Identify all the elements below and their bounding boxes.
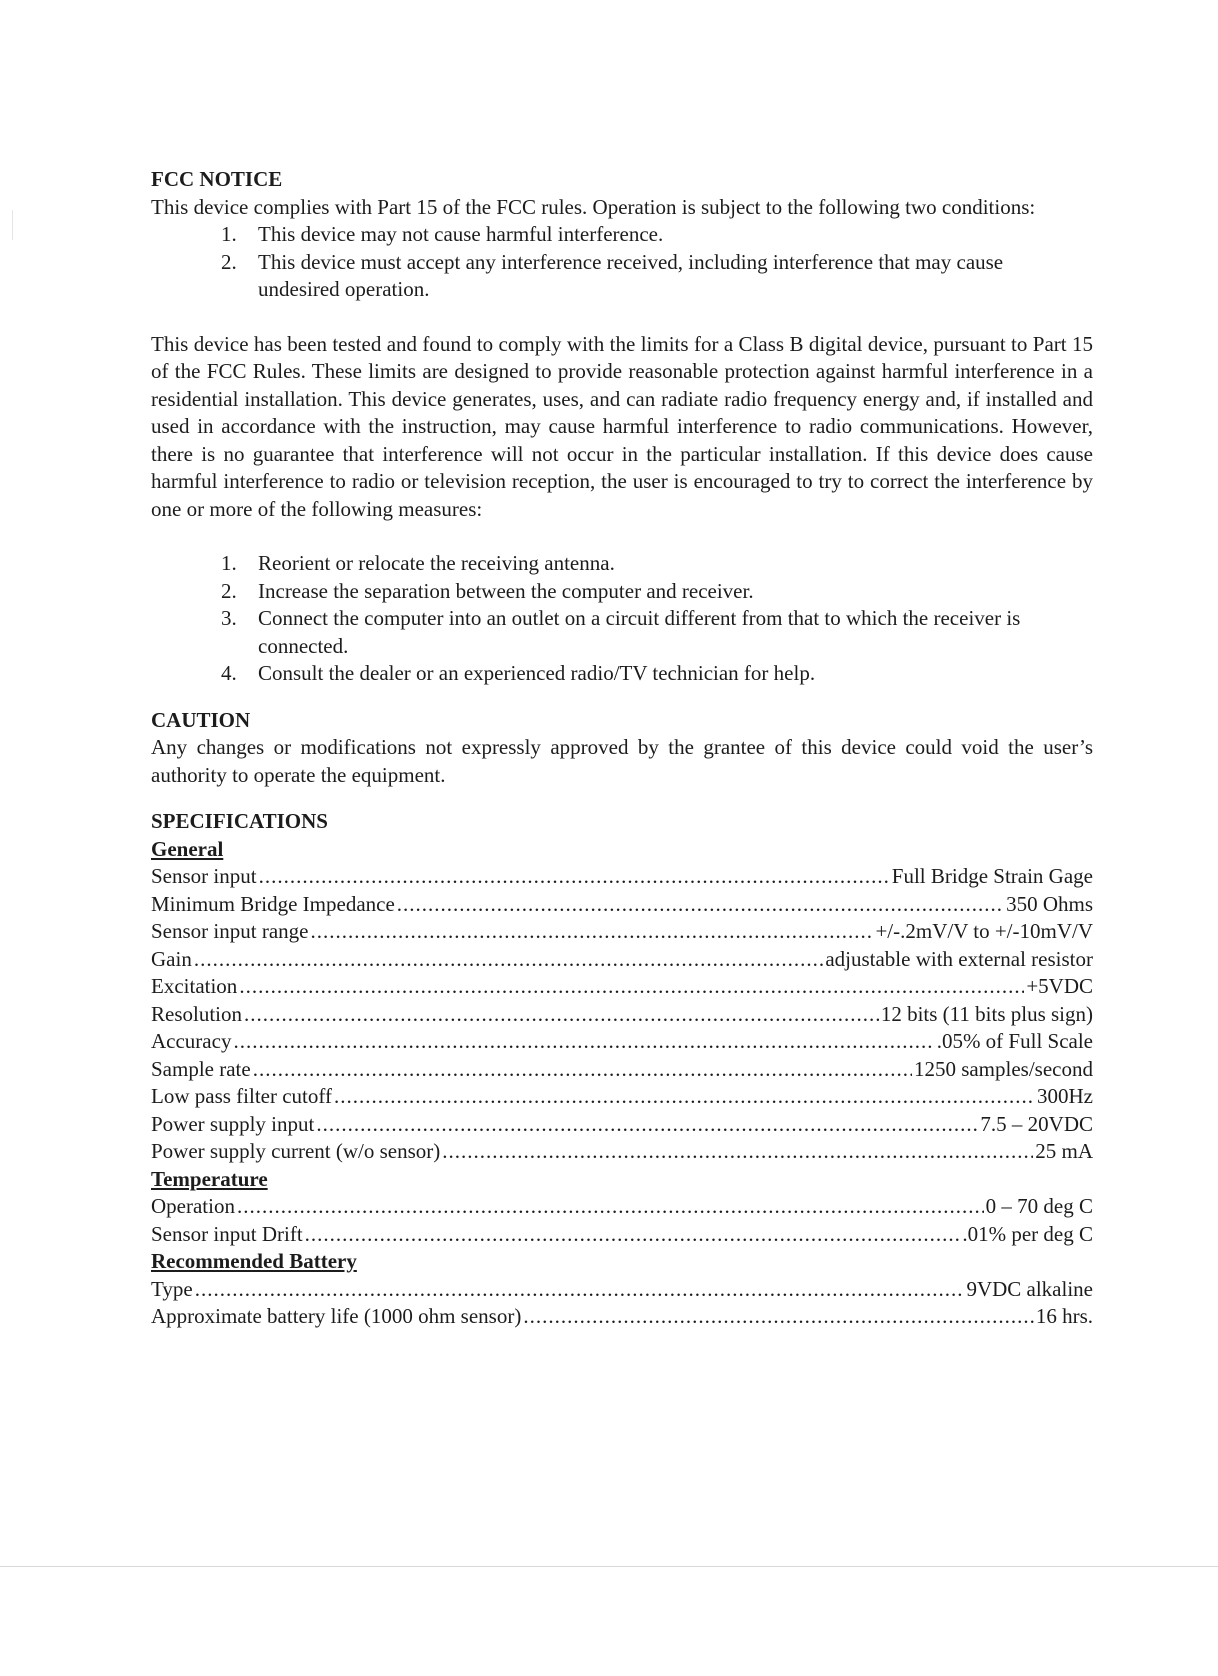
- spec-label: Approximate battery life (1000 ohm sensor): [151, 1304, 522, 1328]
- battery-specs-table: [151, 1276, 1093, 1331]
- dot-leader: [194, 946, 824, 974]
- list-item-number: 1.: [221, 222, 237, 246]
- list-item: [151, 550, 1093, 578]
- spec-label: Sensor input range: [151, 919, 309, 943]
- list-item-number: 1.: [221, 551, 237, 575]
- dot-leader: [233, 1028, 934, 1056]
- spec-row: [151, 1303, 1093, 1331]
- fcc-conditions-list: [151, 221, 1093, 304]
- spec-label: Minimum Bridge Impedance: [151, 891, 395, 916]
- spec-value: 25 mA: [1035, 1139, 1093, 1163]
- spec-row: [151, 946, 1093, 974]
- list-item-text: Increase the separation between the computer and receiver.: [258, 578, 754, 603]
- dot-leader: [253, 1056, 912, 1084]
- spec-label: Power supply current (w/o sensor): [151, 1139, 441, 1163]
- dot-leader: [316, 1111, 978, 1139]
- specifications-heading: SPECIFICATIONS: [151, 809, 328, 833]
- spec-row: [151, 1138, 1093, 1166]
- spec-label: Sensor input Drift: [151, 1221, 303, 1246]
- spec-value: 350 Ohms: [1006, 891, 1093, 916]
- spec-row: [151, 863, 1093, 891]
- spec-row: [151, 1028, 1093, 1056]
- spec-value: 1250 samples/second: [913, 1056, 1093, 1081]
- spec-value: adjustable with external resistor: [825, 946, 1093, 971]
- spec-value: 0 – 70 deg C: [985, 1194, 1093, 1218]
- list-item-text: Reorient or relocate the receiving antenna.: [258, 551, 615, 575]
- spec-row: [151, 1221, 1093, 1249]
- general-subheading: General: [151, 836, 224, 861]
- battery-subheading: Recommended Battery: [151, 1249, 357, 1273]
- spec-row: [151, 1193, 1093, 1221]
- spec-label: Resolution: [151, 1001, 243, 1026]
- caution-paragraph: Any changes or modifications not expressly approved by the grantee of this device could void the user’s authority to operate the equipment.: [151, 735, 1093, 787]
- spec-row: [151, 973, 1093, 1001]
- spec-label: Sensor input: [151, 864, 257, 888]
- scan-bottom-edge: [0, 1566, 1218, 1567]
- dot-leader: [442, 1138, 1033, 1166]
- list-item: [151, 605, 1093, 660]
- fcc-body-paragraph: This device has been tested and found to comply with the limits for a Class B digital device, pursuant to Part 15 of the FCC Rules. These limits are designed to provide reasonable protection against harmful interference in a residential installation. This device generates, uses, and can radiate radio frequency energy and, if installed and used in accordance with the instruction, may cause harmful interference to radio communications. However, there is no guarantee that interference will not occur in the particular installation. If this device does cause harmful interference to radio or television reception, the user is encouraged to try to correct the interference by one or more of the following measures:: [151, 331, 1093, 521]
- spec-value: 300Hz: [1037, 1084, 1093, 1108]
- dot-leader: [237, 1193, 984, 1221]
- list-item: [151, 249, 1093, 304]
- document-page: [151, 166, 1093, 1331]
- general-specs-table: [151, 863, 1093, 1166]
- spec-value: .05% of Full Scale: [936, 1029, 1093, 1053]
- list-item-text: This device must accept any interference received, including interference that may cause undesired operation.: [258, 249, 1004, 301]
- spec-value: .01% per deg C: [962, 1221, 1093, 1246]
- dot-leader: [244, 1001, 879, 1029]
- spec-label: Type: [151, 1276, 193, 1301]
- list-item-text: This device may not cause harmful interference.: [258, 222, 664, 246]
- spec-row: [151, 1083, 1093, 1111]
- spec-value: 9VDC alkaline: [966, 1276, 1093, 1301]
- spec-value: +/-.2mV/V to +/-10mV/V: [875, 919, 1093, 943]
- dot-leader: [334, 1083, 1035, 1111]
- dot-leader: [259, 863, 890, 891]
- temperature-subheading: Temperature: [151, 1166, 268, 1191]
- dot-leader: [239, 973, 1024, 1001]
- spec-label: Operation: [151, 1194, 235, 1218]
- dot-leader: [310, 918, 873, 946]
- dot-leader: [397, 891, 1004, 919]
- spec-row: [151, 1276, 1093, 1304]
- temperature-specs-table: [151, 1193, 1093, 1248]
- spec-row: [151, 918, 1093, 946]
- spec-label: Accuracy: [151, 1029, 232, 1053]
- list-item-number: 4.: [221, 661, 237, 685]
- spec-label: Excitation: [151, 974, 238, 998]
- spec-label: Gain: [151, 946, 192, 971]
- spec-row: [151, 1111, 1093, 1139]
- list-item-number: 2.: [221, 578, 237, 603]
- fcc-measures-list: [151, 550, 1093, 688]
- spec-row: [151, 1001, 1093, 1029]
- dot-leader: [305, 1221, 961, 1249]
- spec-row: [151, 1056, 1093, 1084]
- list-item-number: 2.: [221, 249, 237, 274]
- list-item-number: 3.: [221, 606, 237, 630]
- caution-heading: CAUTION: [151, 707, 251, 732]
- spec-row: [151, 891, 1093, 919]
- dot-leader: [195, 1276, 965, 1304]
- dot-leader: [523, 1303, 1034, 1331]
- spec-value: 12 bits (11 bits plus sign): [880, 1001, 1093, 1026]
- spec-label: Low pass filter cutoff: [151, 1084, 332, 1108]
- spec-value: 7.5 – 20VDC: [980, 1111, 1093, 1136]
- list-item: [151, 660, 1093, 688]
- spec-value: +5VDC: [1026, 974, 1093, 998]
- fcc-intro-paragraph: This device complies with Part 15 of the FCC rules. Operation is subject to the following two conditions:: [151, 194, 1036, 219]
- list-item-text: Consult the dealer or an experienced radio/TV technician for help.: [258, 661, 816, 685]
- spec-label: Power supply input: [151, 1111, 315, 1136]
- list-item: [151, 578, 1093, 606]
- spec-label: Sample rate: [151, 1056, 251, 1081]
- list-item: [151, 221, 1093, 249]
- list-item-text: Connect the computer into an outlet on a circuit different from that to which the receiver is connected.: [258, 606, 1021, 658]
- spec-value: 16 hrs.: [1035, 1304, 1093, 1328]
- fcc-notice-heading: FCC NOTICE: [151, 167, 283, 191]
- spec-value: Full Bridge Strain Gage: [891, 864, 1093, 888]
- scan-edge-mark: [12, 210, 13, 240]
